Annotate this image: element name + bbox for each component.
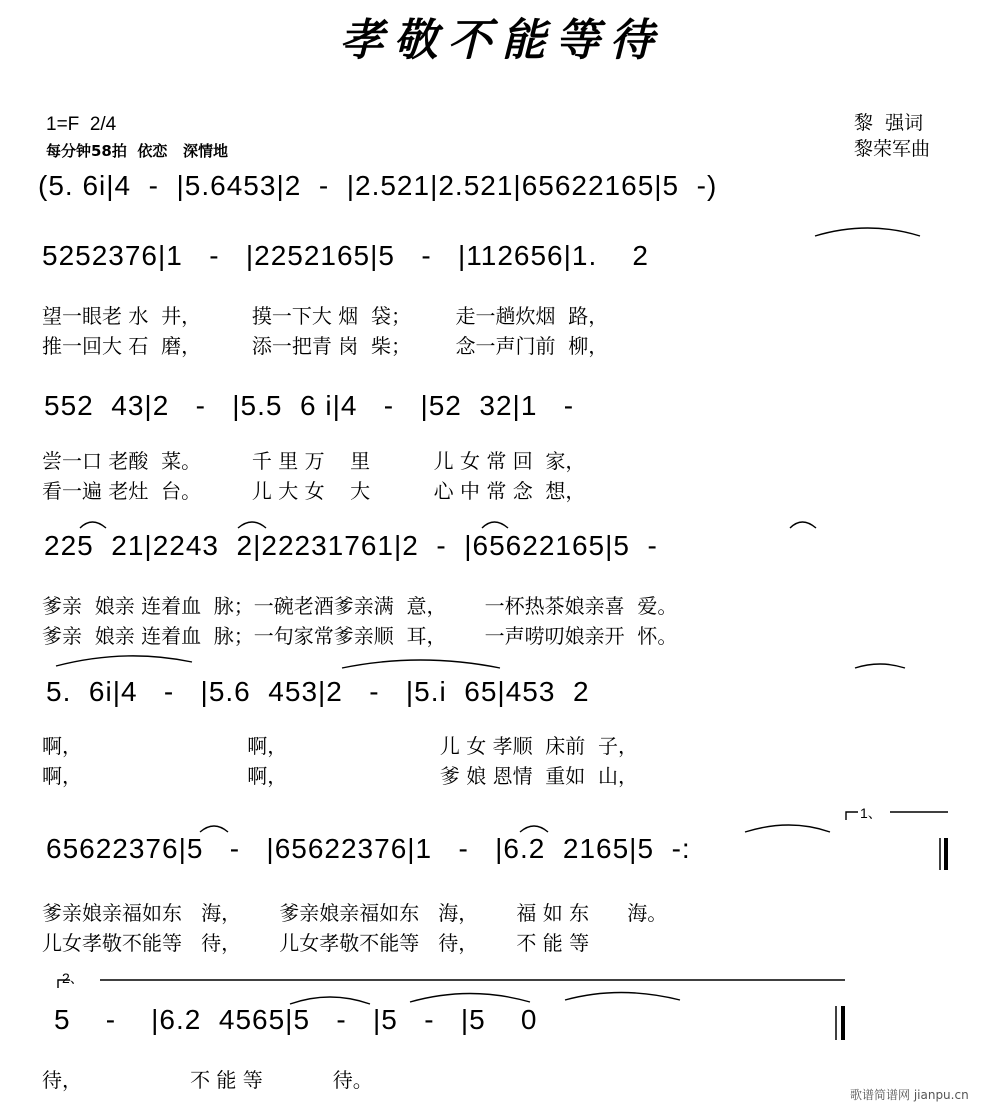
volta-1-label: 1、 [860,805,882,821]
slur [56,656,192,666]
slur [565,993,680,1001]
lyric-line-4-verse-2: 爹亲 娘亲 连着血 脉；一句家常爹亲顺 耳， 一声唠叨娘亲开 怀。 [42,624,678,648]
watermark: 歌谱简谱网 jianpu.cn [850,1088,969,1102]
composer-credit: 黎荣军曲 [854,138,931,160]
slur [520,826,548,832]
slur [745,825,830,832]
key-time-signature: 1=F 2/4 [46,114,117,135]
notation-line-3: 552 43|2 - |5.5 6 i|4 - |52 32|1 - [44,390,575,421]
slur [790,522,816,528]
lyric-line-4-verse-1: 爹亲 娘亲 连着血 脉；一碗老酒爹亲满 意， 一杯热茶娘亲喜 爱。 [42,594,678,618]
notation-line-5: 5. 6i|4 - |5.6 453|2 - |5.i 65|453 2 [46,676,590,707]
notation-line-1: (5. 6i|4 - |5.6453|2 - |2.521|2.521|65622165|5 -) [38,170,718,201]
volta-2-bracket [58,980,845,988]
slur [290,997,370,1004]
slur [342,660,500,668]
notation-line-2: 5252376|1 - |2252165|5 - |112656|1. 2 [42,240,649,271]
slur [80,522,106,528]
lyric-line-2-verse-2: 推一回大 石 磨， 添一把青 岗 柴； 念一声门前 柳， [42,334,609,358]
lyric-line-6-verse-2: 儿女孝敬不能等 待， 儿女孝敬不能等 待， 不 能 等 [42,931,590,955]
slur [482,522,508,528]
slur [410,994,530,1003]
song-title: 孝敬不能等待 [339,15,664,66]
lyricist-credit: 黎 强词 [854,112,924,134]
lyric-line-3-verse-2: 看一遍 老灶 台。 儿 大 女 大 心 中 常 念 想， [42,479,586,503]
volta-1-bracket [846,812,948,820]
lyric-line-5-verse-1: 啊， 啊， 儿 女 孝顺 床前 子， [42,734,639,758]
lyric-line-2-verse-1: 望一眼老 水 井， 摸一下大 烟 袋； 走一趟炊烟 路， [42,304,609,328]
lyric-line-5-verse-2: 啊， 啊， 爹 娘 恩情 重如 山， [42,764,639,788]
slur [238,522,266,528]
lyric-line-7: 待， 不 能 等 待。 [42,1068,373,1092]
slur [855,664,905,668]
volta-2-label: 2、 [62,970,84,986]
notation-line-4: 225 21|2243 2|22231761|2 - |65622165|5 - [44,530,658,561]
lyric-line-6-verse-1: 爹亲娘亲福如东 海， 爹亲娘亲福如东 海， 福 如 东 海。 [42,901,668,925]
lyric-line-3-verse-1: 尝一口 老酸 菜。 千 里 万 里 儿 女 常 回 家， [42,449,586,473]
slur [200,826,228,832]
notation-line-6: 65622376|5 - |65622376|1 - |6.2 2165|5 -: [46,833,691,864]
notation-line-7: 5 - |6.2 4565|5 - |5 - |5 0 [54,1004,538,1035]
slur [815,228,920,236]
tempo-marking: 每分钟58拍 依恋 深情地 [46,142,228,160]
